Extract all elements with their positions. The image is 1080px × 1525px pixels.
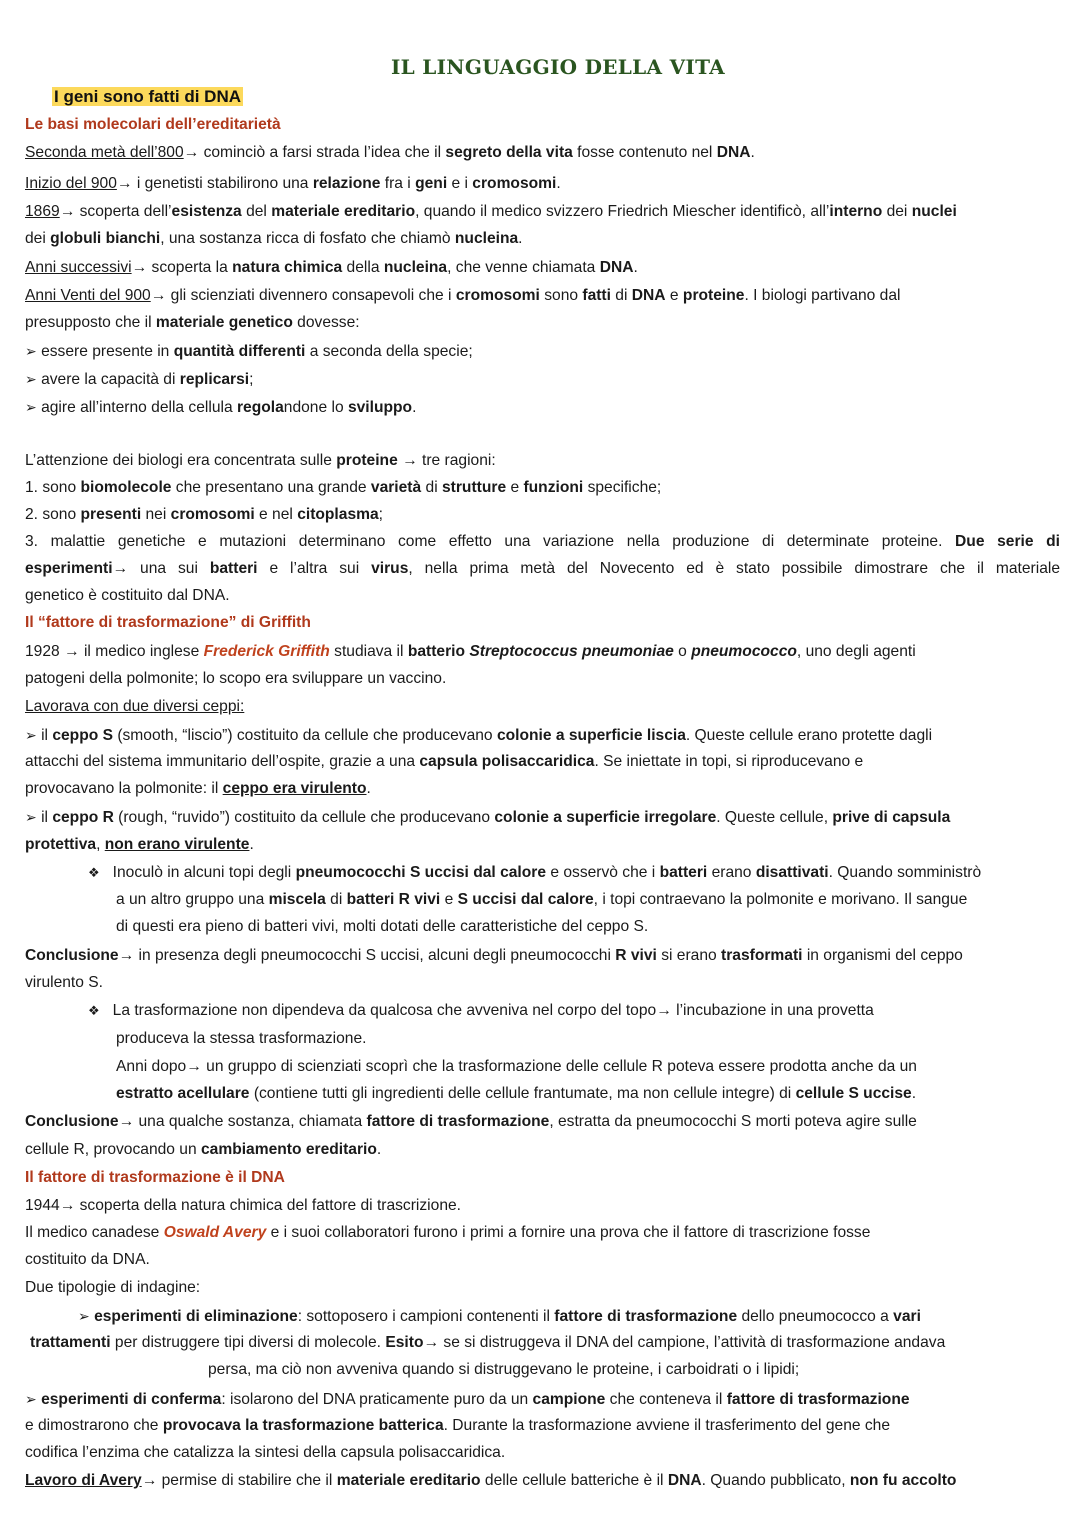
list-item: ➢ essere presente in quantità differenti a seconda della specie; bbox=[25, 343, 473, 360]
list-item: ➢ avere la capacità di replicarsi; bbox=[25, 371, 254, 388]
subheading-dna: Il fattore di trasformazione è il DNA bbox=[25, 1169, 285, 1186]
list-item: 3. malattie genetiche e mutazioni determinano come effetto una variazione nella produzione di determinate proteine. Due serie di bbox=[25, 533, 1061, 550]
paragraph: protettiva, non erano virulente. bbox=[25, 836, 254, 853]
paragraph: cellule R, provocando un cambiamento ereditario. bbox=[25, 1141, 382, 1158]
page-title: IL LINGUAGGIO DELLA VITA bbox=[391, 55, 725, 79]
paragraph: esperimenti→ una sui batteri e l’altra sui virus, nella prima metà del Novecento ed è stato possibile dimostrare che il materiale bbox=[25, 560, 1061, 577]
paragraph: persa, ma ciò non avveniva quando si distruggevano le proteine, i carboidrati o i lipidi; bbox=[208, 1361, 800, 1378]
list-item: ➢ esperimenti di eliminazione: sottoposero i campioni contenenti il fattore di trasformazione dello pneumococco a vari bbox=[78, 1308, 921, 1325]
paragraph: Lavoro di Avery→ permise di stabilire che il materiale ereditario delle cellule batteriche è il DNA. Quando pubblicato, non fu accolto bbox=[25, 1472, 957, 1489]
paragraph: genetico è costituito dal DNA. bbox=[25, 587, 230, 604]
paragraph: patogeni della polmonite; lo scopo era sviluppare un vaccino. bbox=[25, 670, 447, 687]
paragraph: 1869→ scoperta dell’esistenza del materiale ereditario, quando il medico svizzero Friedrich Miescher identificò, all’interno dei nuclei bbox=[25, 203, 957, 220]
paragraph: L’attenzione dei biologi era concentrata sulle proteine → tre ragioni: bbox=[25, 452, 496, 469]
paragraph: Lavorava con due diversi ceppi: bbox=[25, 698, 245, 715]
paragraph: trattamenti per distruggere tipi diversi di molecole. Esito→ se si distruggeva il DNA del campione, l’attività di trasformazione andava bbox=[30, 1334, 946, 1351]
paragraph: Conclusione→ in presenza degli pneumococchi S uccisi, alcuni degli pneumococchi R vivi si erano trasformati in organismi del ceppo bbox=[25, 947, 963, 964]
paragraph: Inizio del 900→ i genetisti stabilirono una relazione fra i geni e i cromosomi. bbox=[25, 175, 561, 192]
paragraph: di questi era pieno di batteri vivi, molti dotati delle caratteristiche del ceppo S. bbox=[116, 918, 649, 935]
paragraph: 1928 → il medico inglese Frederick Griffith studiava il batterio Streptococcus pneumoniae o pneumococco, uno degli agenti bbox=[25, 643, 916, 660]
section-heading: I geni sono fatti di DNA bbox=[54, 87, 241, 106]
paragraph: produceva la stessa trasformazione. bbox=[116, 1030, 367, 1047]
subheading-griffith: Il “fattore di trasformazione” di Griffith bbox=[25, 614, 311, 631]
list-item: ➢ il ceppo S (smooth, “liscio”) costituito da cellule che producevano colonie a superficie liscia. Queste cellule erano protette dagli bbox=[25, 727, 933, 744]
paragraph: estratto acellulare (contiene tutti gli ingredienti delle cellule frantumate, ma non cellule integre) di cellule S uccise. bbox=[116, 1085, 917, 1102]
paragraph: attacchi del sistema immunitario dell’ospite, grazie a una capsula polisaccaridica. Se iniettate in topi, si riproducevano e bbox=[25, 753, 864, 770]
paragraph: e dimostrarono che provocava la trasformazione batterica. Durante la trasformazione avviene il trasferimento del gene che bbox=[25, 1417, 891, 1434]
paragraph: Conclusione→ una qualche sostanza, chiamata fattore di trasformazione, estratta da pneumococchi S morti poteva agire sulle bbox=[25, 1113, 917, 1130]
paragraph: 1944→ scoperta della natura chimica del fattore di trascrizione. bbox=[25, 1197, 461, 1214]
list-item: ❖ Inoculò in alcuni topi degli pneumococchi S uccisi dal calore e osservò che i batteri erano disattivati. Quando somministrò bbox=[88, 864, 982, 881]
list-item: ➢ il ceppo R (rough, “ruvido”) costituito da cellule che producevano colonie a superficie irregolare. Queste cellule, prive di capsula bbox=[25, 809, 951, 826]
paragraph: provocavano la polmonite: il ceppo era virulento. bbox=[25, 780, 371, 797]
list-item: 1. sono biomolecole che presentano una grande varietà di strutture e funzioni specifiche; bbox=[25, 479, 662, 496]
list-item: ➢ agire all’interno della cellula regolandone lo sviluppo. bbox=[25, 399, 417, 416]
paragraph: Due tipologie di indagine: bbox=[25, 1279, 201, 1296]
list-item: ❖ La trasformazione non dipendeva da qualcosa che avveniva nel corpo del topo→ l’incubazione in una provetta bbox=[88, 1002, 874, 1019]
paragraph: virulento S. bbox=[25, 974, 104, 991]
paragraph: Anni successivi→ scoperta la natura chimica della nucleina, che venne chiamata DNA. bbox=[25, 259, 638, 276]
paragraph: Seconda metà dell’800→ cominciò a farsi strada l’idea che il segreto della vita fosse contenuto nel DNA. bbox=[25, 144, 755, 161]
paragraph: Anni dopo→ un gruppo di scienziati scoprì che la trasformazione delle cellule R poteva essere prodotta anche da un bbox=[116, 1058, 917, 1075]
subheading-basi: Le basi molecolari dell’ereditarietà bbox=[25, 116, 281, 133]
paragraph: a un altro gruppo una miscela di batteri R vivi e S uccisi dal calore, i topi contraevano la polmonite e morivano. Il sangue bbox=[116, 891, 968, 908]
paragraph: Il medico canadese Oswald Avery e i suoi collaboratori furono i primi a fornire una prova che il fattore di trascrizione fosse bbox=[25, 1224, 871, 1241]
list-item: ➢ esperimenti di conferma: isolarono del DNA praticamente puro da un campione che conteneva il fattore di trasformazione bbox=[25, 1391, 910, 1408]
paragraph: dei globuli bianchi, una sostanza ricca di fosfato che chiamò nucleina. bbox=[25, 230, 523, 247]
paragraph: Anni Venti del 900→ gli scienziati divennero consapevoli che i cromosomi sono fatti di DNA e proteine. I biologi partivano dal bbox=[25, 287, 901, 304]
paragraph: codifica l’enzima che catalizza la sintesi della capsula polisaccaridica. bbox=[25, 1444, 506, 1461]
list-item: 2. sono presenti nei cromosomi e nel citoplasma; bbox=[25, 506, 383, 523]
paragraph: presupposto che il materiale genetico dovesse: bbox=[25, 314, 360, 331]
paragraph: costituito da DNA. bbox=[25, 1251, 150, 1268]
